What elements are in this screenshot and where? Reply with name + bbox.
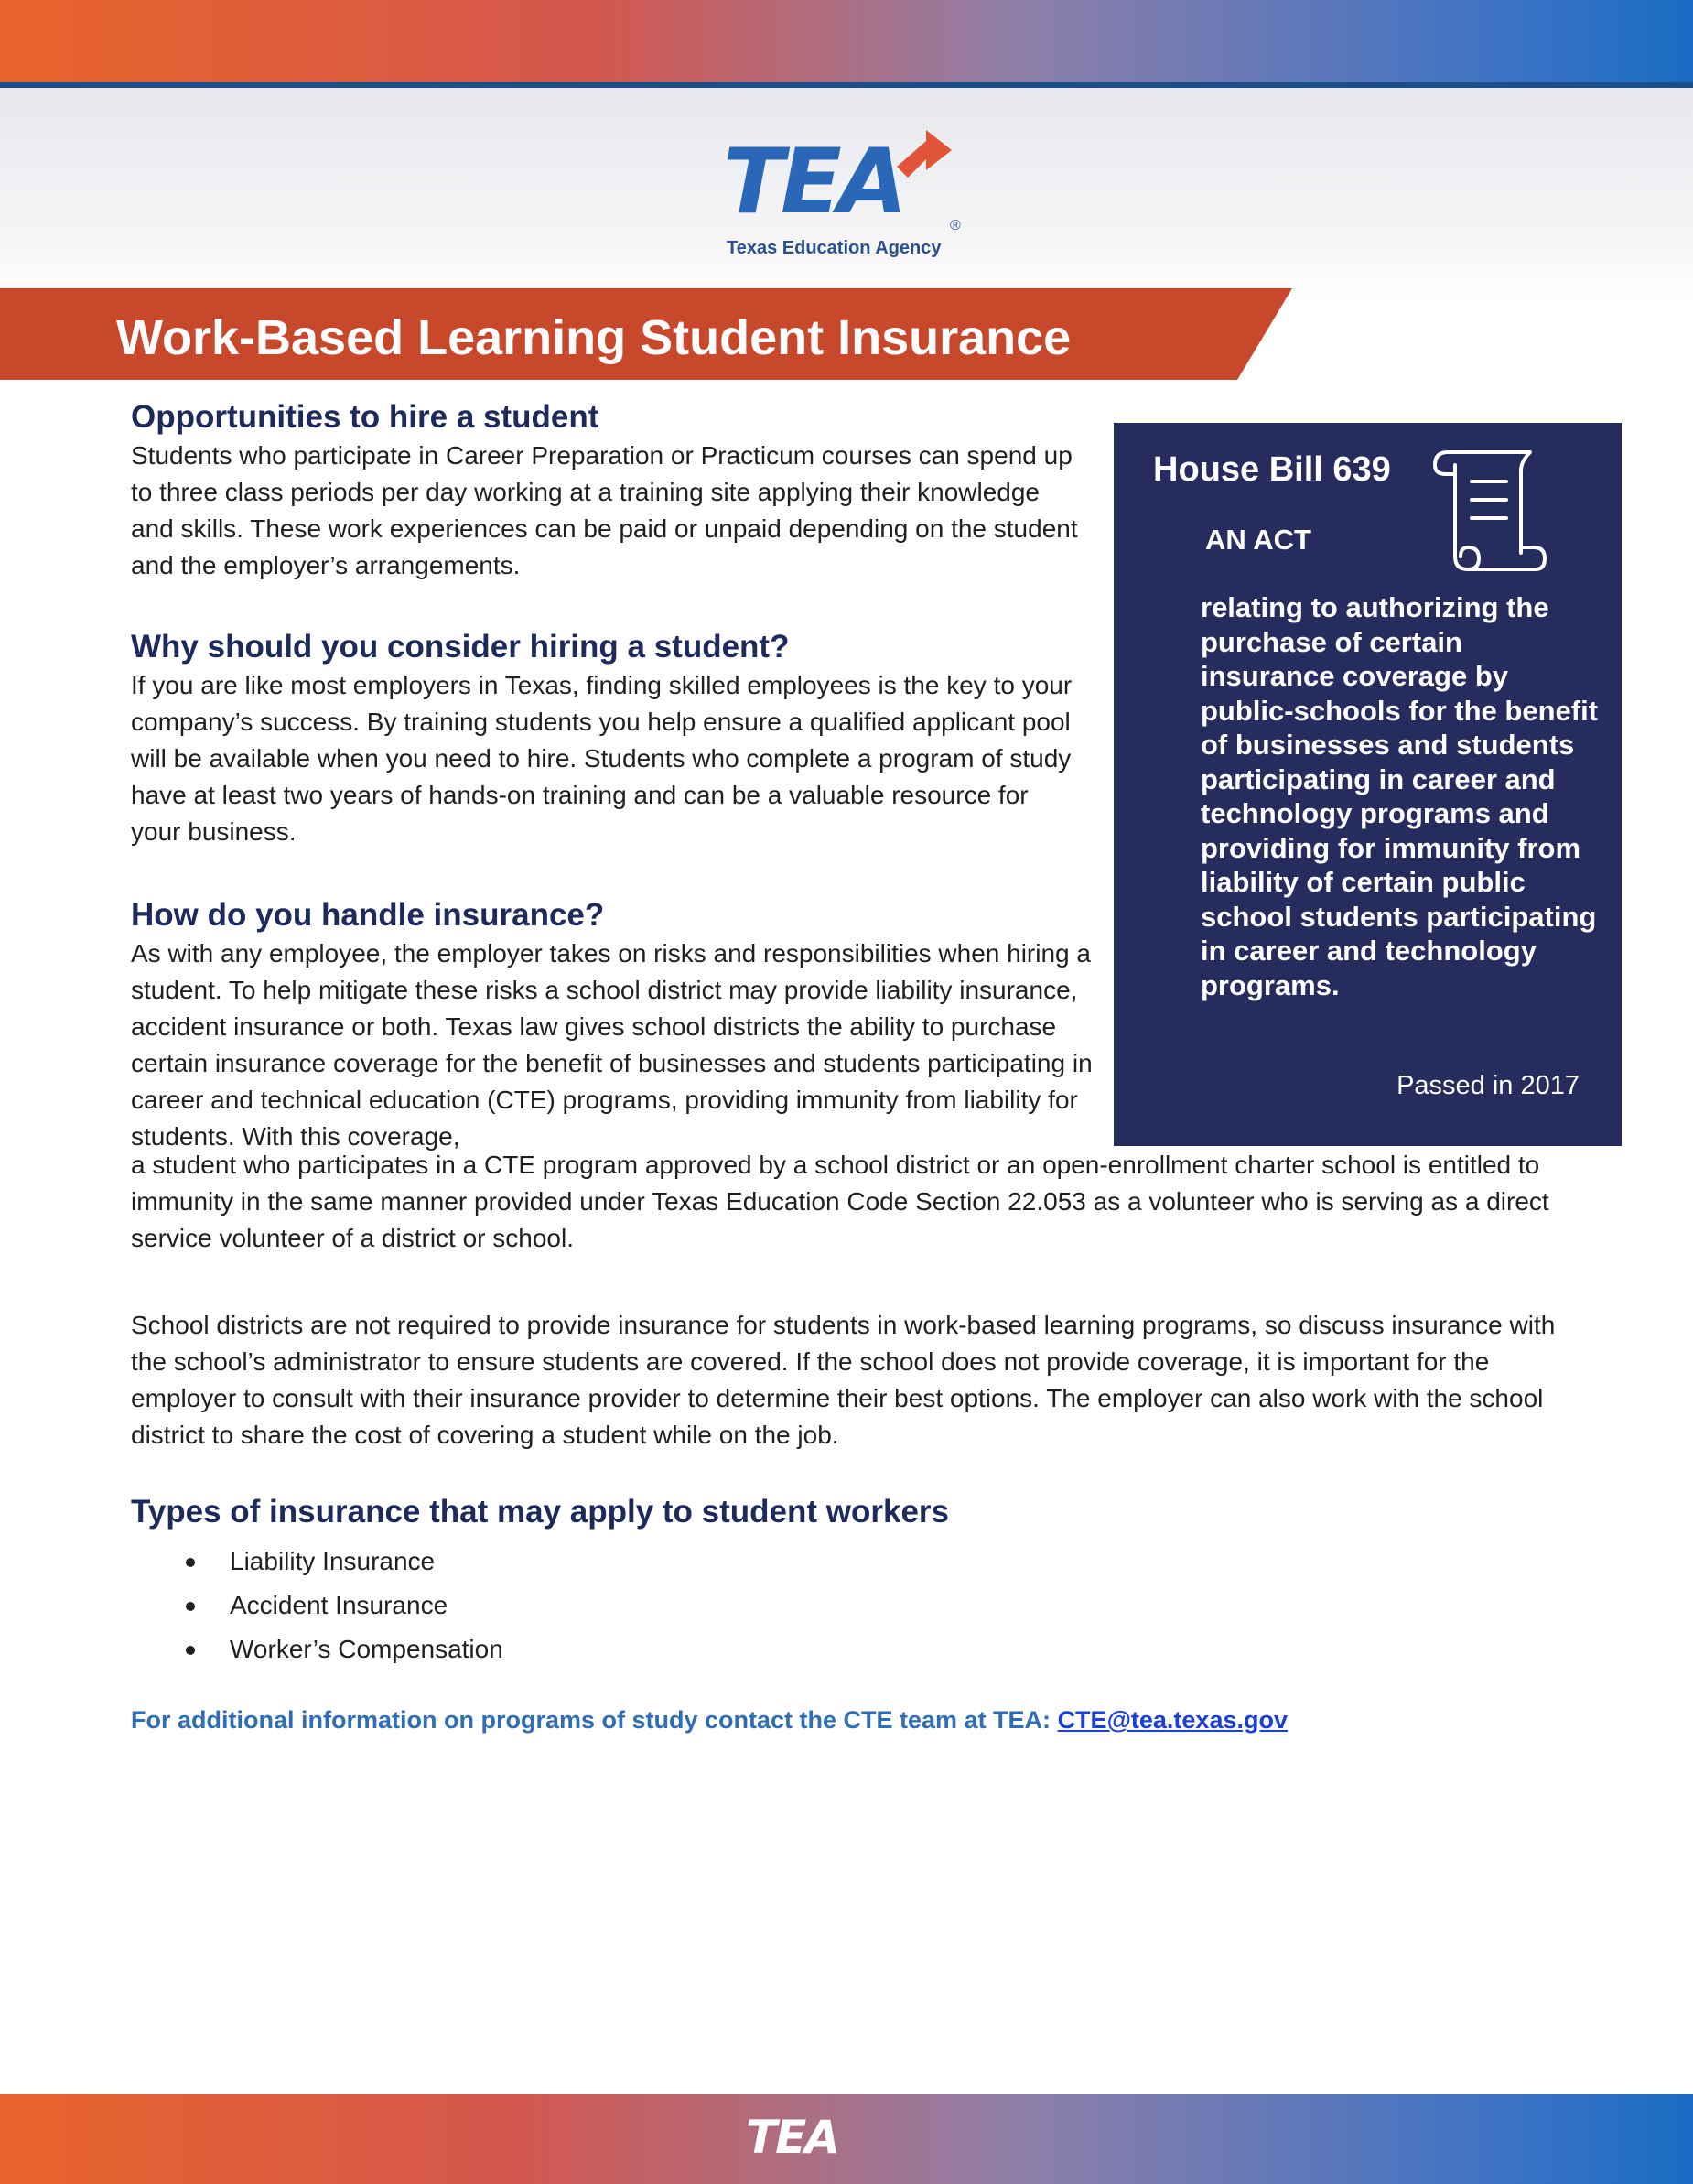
house-bill-act: AN ACT xyxy=(1205,524,1311,556)
contact-email-link[interactable]: CTE@tea.texas.gov xyxy=(1057,1706,1288,1734)
house-bill-title: House Bill 639 xyxy=(1153,450,1391,489)
body-opportunities: Students who participate in Career Preparation or Practicum courses can spend up to three class periods per day working at a training site applying their knowledge and skills. These work experiences can be paid or unpaid depending on the student and the employer’s arrangements. xyxy=(131,441,1078,579)
page-title: Work-Based Learning Student Insurance xyxy=(116,310,1072,365)
contact-info xyxy=(131,1706,1288,1735)
logo-subtitle: Texas Education Agency xyxy=(727,238,942,258)
section-types xyxy=(131,1492,949,1671)
bottom-logo: TEA xyxy=(746,2111,838,2164)
section-insurance xyxy=(131,895,1101,1155)
section-opportunities xyxy=(131,397,1083,584)
list-item: Accident Insurance xyxy=(131,1584,949,1627)
heading-insurance: How do you handle insurance? xyxy=(131,897,605,933)
body-insurance-part1: As with any employee, the employer takes on risks and responsibilities when hiring a student. To help mitigate these risks a school district may provide liability insurance, accident insurance or both. Texas law gives school districts the ability to purchase certain insurance coverage for the benefit of businesses and students participating in career and technical education (CTE) programs, providing immunity from liability for students. With this coverage, xyxy=(131,939,1093,1151)
section-why xyxy=(131,627,1083,850)
heading-opportunities: Opportunities to hire a student xyxy=(131,399,599,435)
contact-text: For additional information on programs of study contact the CTE team at TEA: xyxy=(131,1706,1058,1734)
section-not-required xyxy=(131,1307,1558,1454)
heading-types: Types of insurance that may apply to student workers xyxy=(131,1494,950,1530)
list-item: Worker’s Compensation xyxy=(131,1627,949,1671)
body-why: If you are like most employers in Texas, finding skilled employees is the key to your company’s success. By training students you help ensure a qualified applicant pool will be available when you need to hire. Students who complete a program of study have at least two years of hands-on training and can be a valuable resource for your business. xyxy=(131,671,1073,846)
types-list xyxy=(131,1540,949,1671)
heading-why: Why should you consider hiring a student? xyxy=(131,629,790,665)
logo-registered-mark: ® xyxy=(950,218,961,233)
top-gradient-bar xyxy=(0,0,1693,82)
house-bill-description: relating to authorizing the purchase of certain insurance coverage by public-schools for the benefit of businesses and students participating in career and technology programs and providing for immunity from liability of certain public school students participating in career and technology programs. xyxy=(1201,591,1599,1001)
body-insurance-part2: a student who participates in a CTE program approved by a school district or an open-enrollment charter school is entitled to immunity in the same manner provided under Texas Education Code Section 22.053 as a volunteer who is serving as a direct service volunteer of a district or school. xyxy=(131,1151,1549,1252)
section-insurance-continued xyxy=(131,1147,1558,1257)
logo-text: TEA xyxy=(723,130,904,234)
tea-logo xyxy=(723,130,979,265)
scroll-icon xyxy=(1429,443,1548,580)
body-not-required: School districts are not required to provide insurance for students in work-based learning programs, so discuss insurance with the school’s administrator to ensure students are covered. If the school does not provide coverage, it is important for the employer to consult with their insurance provider to determine their best options. The employer can also work with the school district to share the cost of covering a student while on the job. xyxy=(131,1311,1556,1449)
bottom-gradient-bar xyxy=(0,2094,1693,2184)
list-item: Liability Insurance xyxy=(131,1540,949,1584)
house-bill-box xyxy=(1114,423,1622,1146)
house-bill-passed: Passed in 2017 xyxy=(1396,1071,1580,1100)
logo-arrow-icon xyxy=(890,130,954,185)
